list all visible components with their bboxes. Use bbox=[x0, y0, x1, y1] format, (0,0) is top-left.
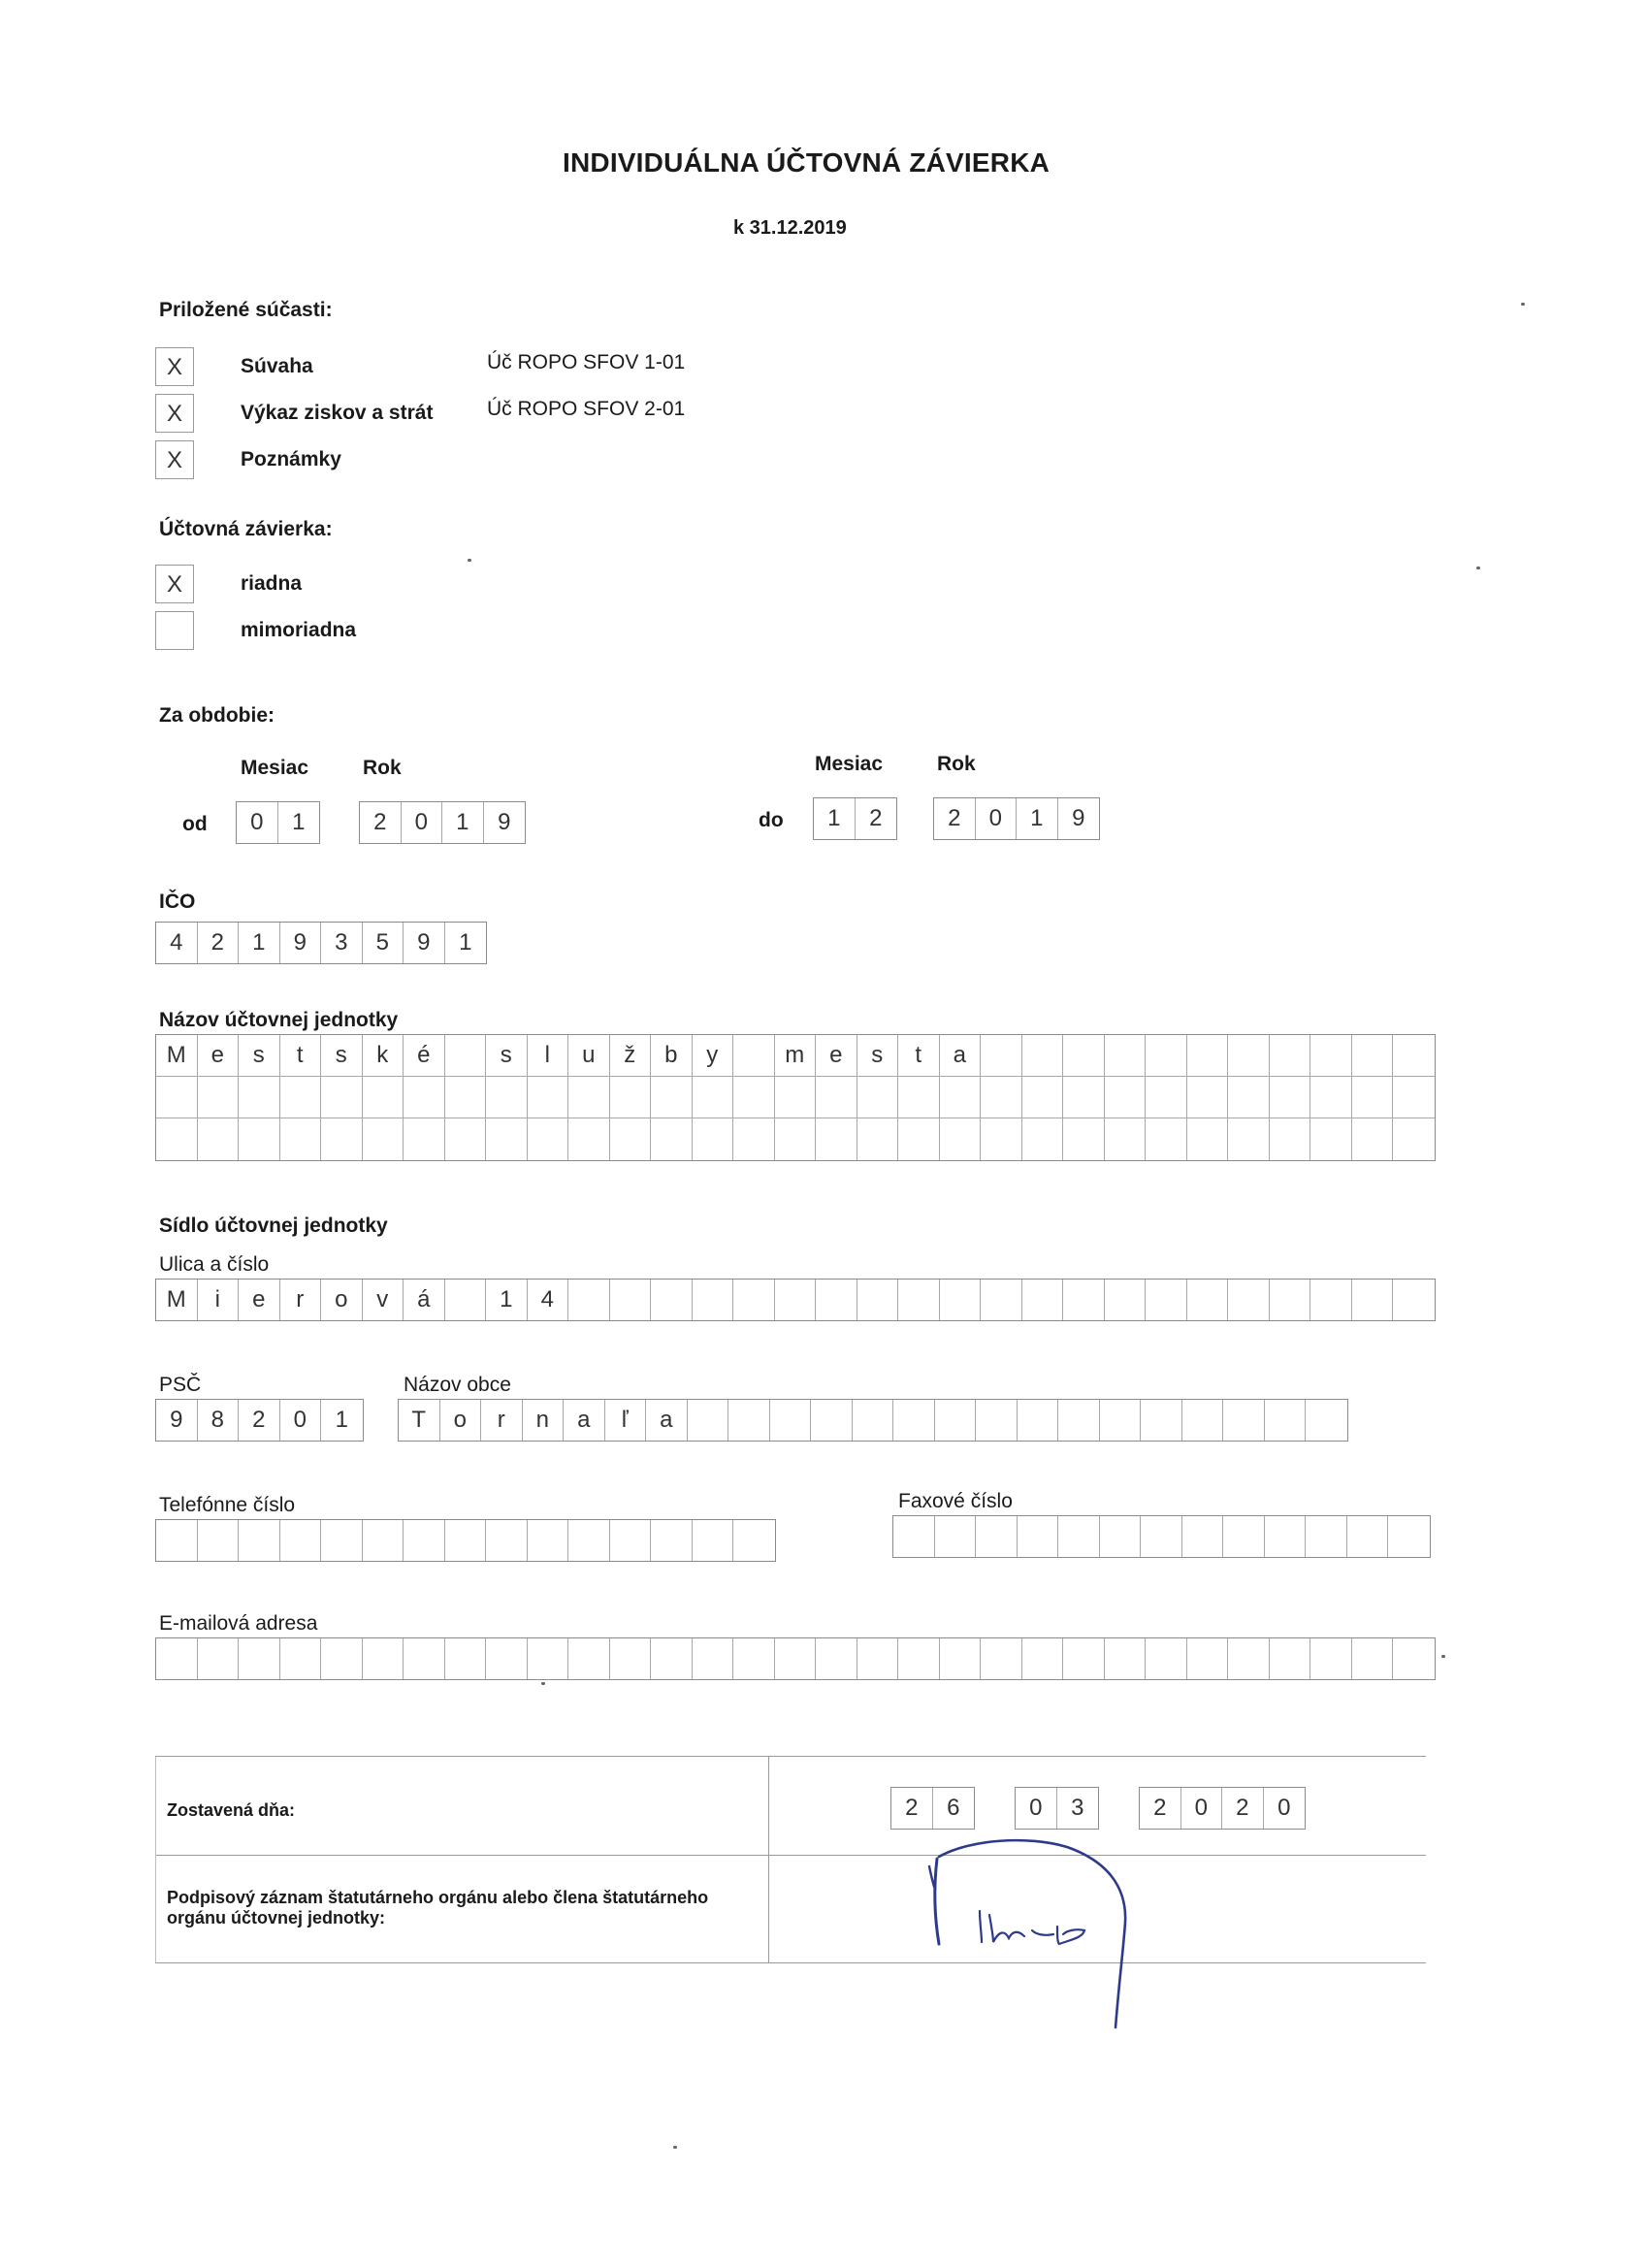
char-cell[interactable] bbox=[239, 1638, 280, 1679]
attachment-label-vykaz: Výkaz ziskov a strát bbox=[241, 402, 434, 424]
char-cell[interactable] bbox=[651, 1280, 693, 1320]
fax-boxes[interactable] bbox=[892, 1515, 1431, 1558]
char-cell[interactable] bbox=[486, 1520, 528, 1561]
to-label: do bbox=[759, 809, 784, 831]
attachment-code-suvaha: Úč ROPO SFOV 1-01 bbox=[487, 351, 686, 373]
char-cell[interactable] bbox=[693, 1520, 734, 1561]
char-cell[interactable]: 1 bbox=[459, 929, 472, 956]
char-cell[interactable] bbox=[976, 1516, 1018, 1557]
from-label: od bbox=[182, 813, 208, 835]
char-cell[interactable] bbox=[445, 1077, 487, 1118]
char-cell[interactable] bbox=[321, 1077, 363, 1118]
char-cell[interactable] bbox=[816, 1118, 857, 1160]
char-cell[interactable]: m bbox=[775, 1035, 817, 1076]
char-cell[interactable] bbox=[321, 1638, 363, 1679]
char-cell[interactable] bbox=[981, 1035, 1022, 1076]
char-cell[interactable] bbox=[363, 1638, 404, 1679]
char-cell[interactable] bbox=[816, 1280, 857, 1320]
char-cell[interactable] bbox=[568, 1280, 610, 1320]
char-cell[interactable] bbox=[1228, 1118, 1270, 1160]
char-cell[interactable]: 1 bbox=[1017, 798, 1058, 839]
char-cell[interactable]: n bbox=[523, 1400, 565, 1441]
phone-boxes[interactable] bbox=[155, 1519, 776, 1562]
char-cell[interactable] bbox=[935, 1400, 977, 1441]
scan-speck bbox=[541, 1682, 545, 1685]
attachment-code-vykaz: Úč ROPO SFOV 2-01 bbox=[487, 398, 686, 420]
char-cell[interactable] bbox=[1187, 1035, 1229, 1076]
char-cell[interactable] bbox=[1141, 1516, 1182, 1557]
char-cell[interactable] bbox=[445, 1118, 487, 1160]
char-cell[interactable] bbox=[857, 1280, 899, 1320]
attachments-heading: Priložené súčasti: bbox=[159, 299, 333, 321]
char-cell[interactable] bbox=[1228, 1280, 1270, 1320]
char-cell[interactable] bbox=[528, 1520, 569, 1561]
char-cell[interactable] bbox=[1352, 1638, 1394, 1679]
char-cell[interactable] bbox=[568, 1520, 610, 1561]
email-label: E-mailová adresa bbox=[159, 1612, 318, 1635]
char-cell[interactable] bbox=[1187, 1077, 1229, 1118]
char-cell[interactable] bbox=[528, 1077, 569, 1118]
char-cell[interactable] bbox=[1393, 1638, 1435, 1679]
char-cell[interactable] bbox=[280, 1118, 322, 1160]
phone-label: Telefónne číslo bbox=[159, 1494, 296, 1516]
char-cell[interactable] bbox=[651, 1520, 693, 1561]
char-cell[interactable] bbox=[857, 1077, 899, 1118]
char-cell[interactable] bbox=[321, 1520, 363, 1561]
char-cell[interactable] bbox=[1306, 1516, 1347, 1557]
compiled-day-boxes[interactable] bbox=[890, 1787, 975, 1830]
attachment-label-suvaha: Súvaha bbox=[241, 355, 313, 377]
compiled-month-boxes[interactable] bbox=[1015, 1787, 1099, 1830]
char-cell[interactable] bbox=[1352, 1280, 1394, 1320]
char-cell[interactable] bbox=[857, 1118, 899, 1160]
char-cell[interactable]: 2 bbox=[869, 805, 883, 831]
char-cell[interactable] bbox=[156, 1118, 198, 1160]
char-cell[interactable] bbox=[1310, 1638, 1352, 1679]
char-cell[interactable] bbox=[775, 1638, 817, 1679]
char-cell[interactable]: 2 bbox=[360, 802, 402, 843]
char-cell[interactable] bbox=[280, 1077, 322, 1118]
char-cell[interactable] bbox=[898, 1638, 940, 1679]
char-cell[interactable] bbox=[981, 1638, 1022, 1679]
char-cell[interactable]: i bbox=[198, 1280, 240, 1320]
char-cell[interactable]: 5 bbox=[363, 923, 404, 963]
char-cell[interactable] bbox=[1058, 1516, 1100, 1557]
ico-label: IČO bbox=[159, 891, 196, 913]
char-cell[interactable] bbox=[568, 1118, 610, 1160]
city-boxes[interactable] bbox=[398, 1399, 1348, 1442]
char-cell[interactable]: 1 bbox=[292, 809, 306, 835]
char-cell[interactable] bbox=[893, 1516, 935, 1557]
char-cell[interactable] bbox=[445, 1035, 487, 1076]
char-cell[interactable]: 4 bbox=[528, 1280, 569, 1320]
scan-speck bbox=[673, 2146, 677, 2149]
char-cell[interactable]: M bbox=[156, 1280, 198, 1320]
char-cell[interactable] bbox=[935, 1516, 977, 1557]
char-cell[interactable] bbox=[1393, 1035, 1435, 1076]
ico-boxes[interactable] bbox=[155, 922, 487, 964]
char-cell[interactable] bbox=[693, 1077, 734, 1118]
char-cell[interactable] bbox=[1270, 1035, 1311, 1076]
char-cell[interactable]: t bbox=[280, 1035, 322, 1076]
char-cell[interactable] bbox=[156, 1077, 198, 1118]
char-cell[interactable] bbox=[898, 1077, 940, 1118]
char-cell[interactable] bbox=[1146, 1638, 1187, 1679]
char-cell[interactable] bbox=[610, 1638, 652, 1679]
char-cell[interactable] bbox=[693, 1638, 734, 1679]
to-month-label: Mesiac bbox=[815, 753, 884, 775]
char-cell[interactable]: t bbox=[898, 1035, 940, 1076]
char-cell[interactable] bbox=[651, 1077, 693, 1118]
checkbox-poznamky[interactable]: X bbox=[155, 440, 194, 479]
char-cell[interactable] bbox=[1182, 1400, 1224, 1441]
char-cell[interactable] bbox=[1022, 1638, 1064, 1679]
char-cell[interactable] bbox=[610, 1077, 652, 1118]
char-cell[interactable] bbox=[898, 1118, 940, 1160]
from-month-label: Mesiac bbox=[241, 757, 309, 779]
from-month-boxes[interactable] bbox=[236, 801, 320, 844]
char-cell[interactable]: T bbox=[399, 1400, 440, 1441]
char-cell[interactable] bbox=[1270, 1118, 1311, 1160]
scan-speck bbox=[1476, 567, 1480, 569]
checkbox-mimoriadna[interactable] bbox=[155, 611, 194, 650]
char-cell[interactable] bbox=[733, 1520, 775, 1561]
char-cell[interactable] bbox=[1187, 1280, 1229, 1320]
char-cell[interactable]: l bbox=[528, 1035, 569, 1076]
char-cell[interactable] bbox=[321, 1118, 363, 1160]
char-cell[interactable] bbox=[1270, 1280, 1311, 1320]
char-cell[interactable] bbox=[1146, 1035, 1187, 1076]
char-cell[interactable] bbox=[1265, 1400, 1307, 1441]
char-cell[interactable] bbox=[156, 1520, 198, 1561]
char-cell[interactable] bbox=[1022, 1280, 1064, 1320]
char-cell[interactable] bbox=[1018, 1400, 1059, 1441]
char-cell[interactable]: 0 bbox=[1181, 1788, 1223, 1829]
char-cell[interactable] bbox=[770, 1400, 812, 1441]
char-cell[interactable] bbox=[1058, 1400, 1100, 1441]
char-cell[interactable] bbox=[1310, 1077, 1352, 1118]
char-cell[interactable]: 9 bbox=[498, 809, 511, 835]
char-cell[interactable] bbox=[1347, 1516, 1389, 1557]
compiled-label: Zostavená dňa: bbox=[167, 1800, 296, 1820]
char-cell[interactable] bbox=[1063, 1118, 1105, 1160]
char-cell[interactable] bbox=[610, 1118, 652, 1160]
char-cell[interactable] bbox=[1270, 1638, 1311, 1679]
city-label: Názov obce bbox=[404, 1374, 511, 1396]
char-cell[interactable]: 6 bbox=[947, 1795, 960, 1821]
char-cell[interactable] bbox=[568, 1638, 610, 1679]
char-cell[interactable] bbox=[816, 1077, 857, 1118]
char-cell[interactable]: 1 bbox=[486, 1280, 528, 1320]
char-cell[interactable] bbox=[1018, 1516, 1059, 1557]
char-cell[interactable]: s bbox=[321, 1035, 363, 1076]
char-cell[interactable] bbox=[528, 1638, 569, 1679]
char-cell[interactable]: 9 bbox=[280, 923, 322, 963]
char-cell[interactable] bbox=[940, 1118, 982, 1160]
handwritten-signature bbox=[912, 1833, 1145, 2037]
char-cell[interactable] bbox=[816, 1638, 857, 1679]
char-cell[interactable] bbox=[893, 1400, 935, 1441]
char-cell[interactable]: ľ bbox=[605, 1400, 647, 1441]
char-cell[interactable] bbox=[404, 1077, 445, 1118]
char-cell[interactable]: a bbox=[940, 1035, 982, 1076]
char-cell[interactable] bbox=[198, 1118, 240, 1160]
char-cell[interactable] bbox=[363, 1520, 404, 1561]
char-cell[interactable]: 8 bbox=[198, 1400, 240, 1441]
char-cell[interactable] bbox=[1388, 1516, 1430, 1557]
char-cell[interactable]: v bbox=[363, 1280, 404, 1320]
char-cell[interactable] bbox=[651, 1118, 693, 1160]
char-cell[interactable] bbox=[1228, 1638, 1270, 1679]
checkbox-riadna[interactable]: X bbox=[155, 565, 194, 603]
char-cell[interactable] bbox=[198, 1520, 240, 1561]
char-cell[interactable]: u bbox=[568, 1035, 610, 1076]
char-cell[interactable]: 2 bbox=[934, 798, 976, 839]
char-cell[interactable] bbox=[239, 1520, 280, 1561]
period-heading: Za obdobie: bbox=[159, 704, 275, 727]
char-cell[interactable] bbox=[1100, 1516, 1142, 1557]
char-cell[interactable] bbox=[1352, 1077, 1394, 1118]
char-cell[interactable] bbox=[693, 1118, 734, 1160]
char-cell[interactable] bbox=[445, 1280, 487, 1320]
char-cell[interactable]: a bbox=[564, 1400, 605, 1441]
char-cell[interactable] bbox=[857, 1638, 899, 1679]
char-cell[interactable] bbox=[1187, 1118, 1229, 1160]
option-label-mimoriadna: mimoriadna bbox=[241, 619, 357, 641]
entity-name-grid[interactable] bbox=[155, 1034, 1436, 1161]
char-cell[interactable]: k bbox=[363, 1035, 404, 1076]
char-cell[interactable] bbox=[940, 1280, 982, 1320]
char-cell[interactable]: 9 bbox=[156, 1400, 198, 1441]
char-cell[interactable] bbox=[1022, 1118, 1064, 1160]
attachment-label-poznamky: Poznámky bbox=[241, 448, 341, 470]
from-year-boxes[interactable] bbox=[359, 801, 526, 844]
char-cell[interactable] bbox=[1223, 1516, 1265, 1557]
char-cell[interactable]: 0 bbox=[402, 802, 443, 843]
char-cell[interactable] bbox=[198, 1638, 240, 1679]
char-cell[interactable] bbox=[363, 1077, 404, 1118]
char-cell[interactable] bbox=[1393, 1280, 1435, 1320]
signature-label: Podpisový záznam štatutárneho orgánu alebo člena štatutárneho orgánu účtovnej jednotky: bbox=[167, 1888, 709, 1928]
char-cell[interactable]: á bbox=[404, 1280, 445, 1320]
char-cell[interactable] bbox=[239, 1118, 280, 1160]
char-cell[interactable]: b bbox=[651, 1035, 693, 1076]
char-cell[interactable] bbox=[486, 1077, 528, 1118]
to-year-boxes[interactable] bbox=[933, 797, 1100, 840]
char-cell[interactable]: ž bbox=[610, 1035, 652, 1076]
char-cell[interactable] bbox=[1310, 1118, 1352, 1160]
char-cell[interactable] bbox=[1063, 1035, 1105, 1076]
char-cell[interactable] bbox=[239, 1077, 280, 1118]
char-cell[interactable]: 4 bbox=[156, 923, 198, 963]
char-cell[interactable] bbox=[610, 1520, 652, 1561]
char-cell[interactable]: e bbox=[198, 1035, 240, 1076]
char-cell[interactable] bbox=[1187, 1638, 1229, 1679]
char-cell[interactable] bbox=[1105, 1118, 1147, 1160]
char-cell[interactable] bbox=[1022, 1077, 1064, 1118]
char-cell[interactable]: s bbox=[486, 1035, 528, 1076]
char-cell[interactable]: e bbox=[239, 1280, 280, 1320]
street-label: Ulica a číslo bbox=[159, 1253, 270, 1276]
document-title: INDIVIDUÁLNA ÚČTOVNÁ ZÁVIERKA bbox=[563, 147, 1051, 178]
char-cell[interactable] bbox=[1352, 1035, 1394, 1076]
char-cell[interactable] bbox=[198, 1077, 240, 1118]
char-cell[interactable] bbox=[1100, 1400, 1142, 1441]
char-cell[interactable] bbox=[280, 1520, 322, 1561]
char-cell[interactable] bbox=[280, 1638, 322, 1679]
char-cell[interactable] bbox=[775, 1280, 817, 1320]
char-cell[interactable] bbox=[1022, 1035, 1064, 1076]
char-cell[interactable] bbox=[1310, 1035, 1352, 1076]
psc-label: PSČ bbox=[159, 1374, 202, 1396]
char-cell[interactable] bbox=[940, 1638, 982, 1679]
char-cell[interactable]: 9 bbox=[1072, 805, 1085, 831]
option-label-riadna: riadna bbox=[241, 572, 303, 595]
char-cell[interactable] bbox=[853, 1400, 894, 1441]
char-cell[interactable]: 3 bbox=[1071, 1795, 1084, 1821]
char-cell[interactable] bbox=[1228, 1035, 1270, 1076]
char-cell[interactable] bbox=[981, 1077, 1022, 1118]
char-cell[interactable]: 1 bbox=[239, 923, 280, 963]
char-cell[interactable] bbox=[1228, 1077, 1270, 1118]
psc-boxes[interactable] bbox=[155, 1399, 364, 1442]
char-cell[interactable] bbox=[775, 1077, 817, 1118]
char-cell[interactable]: 0 bbox=[976, 798, 1018, 839]
char-cell[interactable] bbox=[693, 1280, 734, 1320]
char-cell[interactable] bbox=[568, 1077, 610, 1118]
char-cell[interactable] bbox=[733, 1035, 775, 1076]
char-cell[interactable] bbox=[775, 1118, 817, 1160]
scan-speck bbox=[1521, 303, 1525, 306]
char-cell[interactable] bbox=[1352, 1118, 1394, 1160]
char-cell[interactable] bbox=[610, 1280, 652, 1320]
char-cell[interactable] bbox=[733, 1077, 775, 1118]
char-cell[interactable] bbox=[733, 1280, 775, 1320]
char-cell[interactable] bbox=[1146, 1118, 1187, 1160]
char-cell[interactable]: a bbox=[646, 1400, 688, 1441]
char-cell[interactable]: 0 bbox=[1277, 1795, 1291, 1821]
char-cell[interactable] bbox=[486, 1118, 528, 1160]
char-cell[interactable] bbox=[1265, 1516, 1307, 1557]
char-cell[interactable] bbox=[1306, 1400, 1347, 1441]
char-cell[interactable] bbox=[898, 1280, 940, 1320]
char-cell[interactable] bbox=[1105, 1077, 1147, 1118]
char-cell[interactable] bbox=[1146, 1280, 1187, 1320]
char-cell[interactable]: 2 bbox=[1222, 1788, 1264, 1829]
char-cell[interactable] bbox=[688, 1400, 729, 1441]
char-cell[interactable] bbox=[404, 1638, 445, 1679]
char-cell[interactable] bbox=[728, 1400, 770, 1441]
char-cell[interactable] bbox=[1146, 1077, 1187, 1118]
char-cell[interactable]: 2 bbox=[239, 1400, 280, 1441]
char-cell[interactable]: 1 bbox=[442, 802, 484, 843]
char-cell[interactable] bbox=[981, 1118, 1022, 1160]
fax-label: Faxové číslo bbox=[898, 1490, 1013, 1512]
char-cell[interactable] bbox=[1063, 1077, 1105, 1118]
checkbox-suvaha[interactable]: X bbox=[155, 347, 194, 386]
char-cell[interactable] bbox=[1223, 1400, 1265, 1441]
compiled-year-boxes[interactable] bbox=[1139, 1787, 1306, 1830]
char-cell[interactable]: 2 bbox=[891, 1788, 933, 1829]
char-cell[interactable] bbox=[651, 1638, 693, 1679]
char-cell[interactable] bbox=[404, 1118, 445, 1160]
scan-speck bbox=[1441, 1655, 1445, 1658]
char-cell[interactable] bbox=[976, 1400, 1018, 1441]
char-cell[interactable] bbox=[363, 1118, 404, 1160]
to-month-boxes[interactable] bbox=[813, 797, 897, 840]
seat-heading: Sídlo účtovnej jednotky bbox=[159, 1215, 388, 1237]
char-cell[interactable] bbox=[981, 1280, 1022, 1320]
char-cell[interactable]: y bbox=[693, 1035, 734, 1076]
char-cell[interactable]: M bbox=[156, 1035, 198, 1076]
char-cell[interactable]: 0 bbox=[237, 802, 278, 843]
char-cell[interactable]: o bbox=[440, 1400, 482, 1441]
char-cell[interactable]: 0 bbox=[1016, 1788, 1057, 1829]
scan-speck bbox=[468, 559, 471, 562]
char-cell[interactable] bbox=[1393, 1118, 1435, 1160]
char-cell[interactable]: e bbox=[816, 1035, 857, 1076]
char-cell[interactable] bbox=[445, 1520, 487, 1561]
char-cell[interactable] bbox=[811, 1400, 853, 1441]
street-boxes[interactable] bbox=[155, 1279, 1436, 1321]
char-cell[interactable] bbox=[1182, 1516, 1224, 1557]
char-cell[interactable] bbox=[733, 1638, 775, 1679]
char-cell[interactable] bbox=[1393, 1077, 1435, 1118]
char-cell[interactable]: 2 bbox=[1140, 1788, 1181, 1829]
char-cell[interactable]: s bbox=[239, 1035, 280, 1076]
char-cell[interactable] bbox=[1105, 1035, 1147, 1076]
char-cell[interactable]: 2 bbox=[198, 923, 240, 963]
char-cell[interactable] bbox=[940, 1077, 982, 1118]
char-cell[interactable]: é bbox=[404, 1035, 445, 1076]
char-cell[interactable]: r bbox=[280, 1280, 322, 1320]
char-cell[interactable] bbox=[1063, 1638, 1105, 1679]
char-cell[interactable]: s bbox=[857, 1035, 899, 1076]
statement-date: k 31.12.2019 bbox=[733, 217, 847, 239]
statement-type-heading: Účtovná závierka: bbox=[159, 518, 333, 540]
char-cell[interactable] bbox=[1105, 1638, 1147, 1679]
grid-row bbox=[156, 1118, 1435, 1160]
char-cell[interactable]: 1 bbox=[335, 1407, 348, 1433]
char-cell[interactable] bbox=[1105, 1280, 1147, 1320]
char-cell[interactable] bbox=[1063, 1280, 1105, 1320]
char-cell[interactable]: 1 bbox=[814, 798, 856, 839]
email-boxes[interactable] bbox=[155, 1637, 1436, 1680]
char-cell[interactable] bbox=[528, 1118, 569, 1160]
from-year-label: Rok bbox=[363, 757, 402, 779]
char-cell[interactable] bbox=[1270, 1077, 1311, 1118]
char-cell[interactable] bbox=[733, 1118, 775, 1160]
checkbox-vykaz[interactable]: X bbox=[155, 394, 194, 433]
char-cell[interactable]: r bbox=[481, 1400, 523, 1441]
char-cell[interactable] bbox=[156, 1638, 198, 1679]
char-cell[interactable]: 0 bbox=[280, 1400, 322, 1441]
char-cell[interactable] bbox=[1141, 1400, 1182, 1441]
char-cell[interactable] bbox=[445, 1638, 487, 1679]
char-cell[interactable]: o bbox=[321, 1280, 363, 1320]
grid-row bbox=[156, 1077, 1435, 1118]
entity-name-label: Názov účtovnej jednotky bbox=[159, 1009, 399, 1031]
char-cell[interactable] bbox=[404, 1520, 445, 1561]
grid-row bbox=[156, 1035, 1435, 1077]
char-cell[interactable]: 9 bbox=[404, 923, 445, 963]
char-cell[interactable] bbox=[486, 1638, 528, 1679]
char-cell[interactable] bbox=[1310, 1280, 1352, 1320]
to-year-label: Rok bbox=[937, 753, 976, 775]
char-cell[interactable]: 3 bbox=[321, 923, 363, 963]
